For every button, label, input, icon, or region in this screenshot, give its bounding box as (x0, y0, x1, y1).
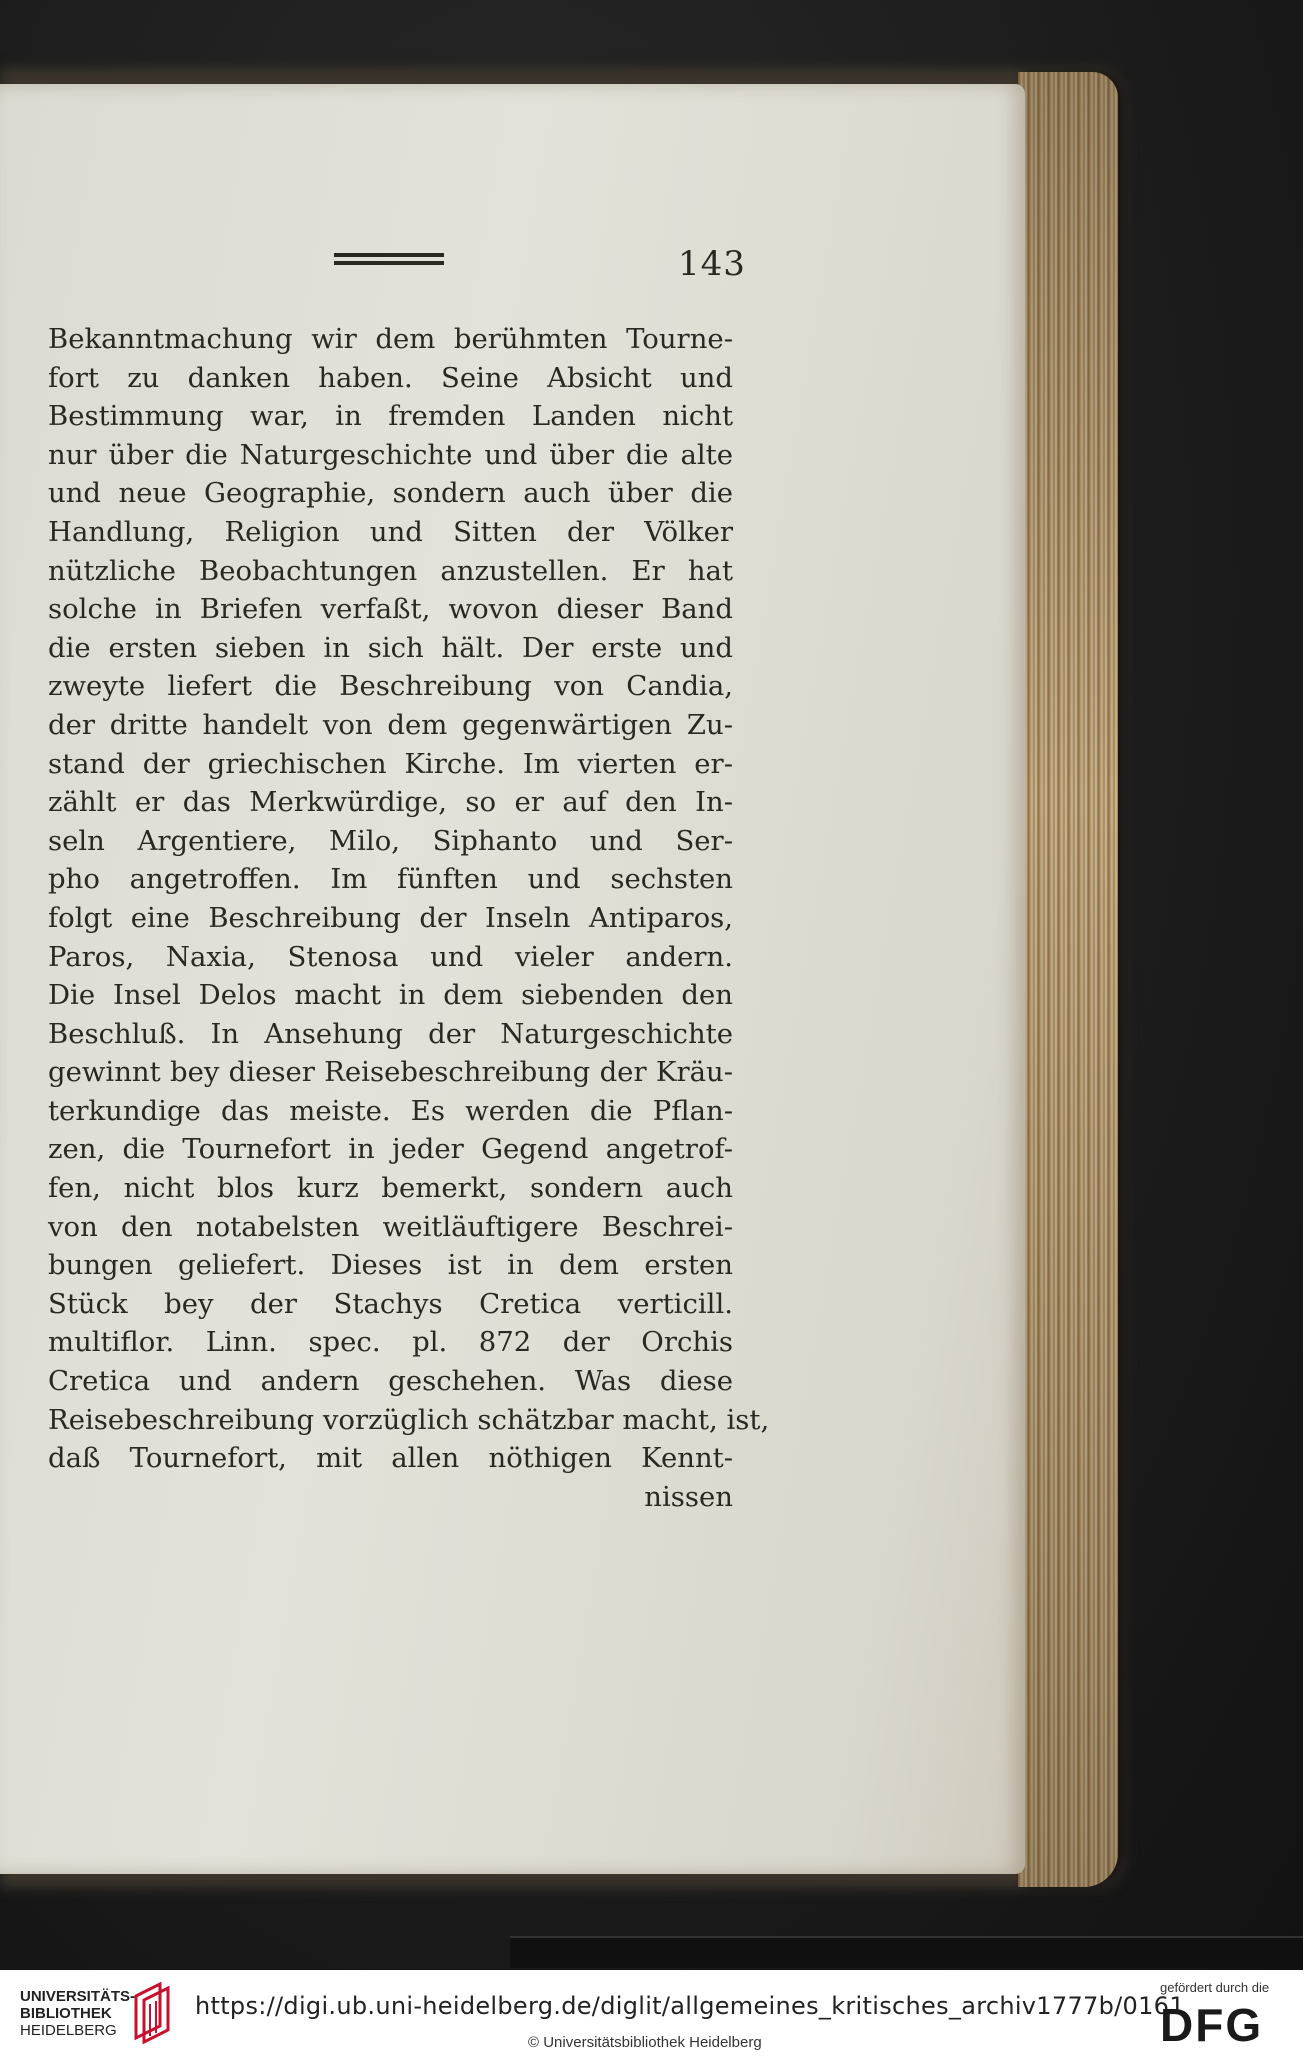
page-edges (1018, 72, 1118, 1887)
text-line: folgt eine Beschreibung der Inseln Antiparos, (48, 901, 733, 934)
text-line: von den notabelsten weitläuftigere Beschrei- (48, 1210, 733, 1243)
text-line: seln Argentiere, Milo, Siphanto und Ser- (48, 824, 733, 857)
institution-line: BIBLIOTHEK (20, 2005, 112, 2022)
funding-caption: gefördert durch die (1160, 1980, 1270, 1995)
text-line: zählt er das Merkwürdige, so er auf den In- (48, 786, 733, 819)
text-line: nur über die Naturgeschichte und über die alte (48, 438, 733, 471)
text-line: Cretica und andern geschehen. Was diese (48, 1365, 733, 1398)
permalink-url[interactable]: https://digi.ub.uni-heidelberg.de/diglit/allgemeines_kritisches_archiv1777b/0161 (195, 1992, 1185, 2020)
text-line: die ersten sieben in sich hält. Der erste und (48, 631, 733, 664)
text-line: Die Insel Delos macht in dem siebenden den (48, 979, 733, 1012)
copyright-notice: © Universitätsbibliothek Heidelberg (528, 2034, 762, 2051)
text-line: Beschluß. In Ansehung der Naturgeschichte (48, 1017, 733, 1050)
text-line: Handlung, Religion und Sitten der Völker (48, 515, 733, 548)
header-rule (334, 253, 444, 267)
text-line: terkundige das meiste. Es werden die Pflan- (48, 1094, 733, 1127)
body-text (48, 320, 770, 1516)
text-line: Reisebeschreibung vorzüglich schätzbar macht, ist, (48, 1403, 770, 1436)
text-line: zweyte liefert die Beschreibung von Candia, (48, 670, 733, 703)
institution-line: HEIDELBERG (20, 2022, 117, 2039)
text-line: zen, die Tournefort in jeder Gegend angetrof- (48, 1133, 733, 1166)
catchword: nissen (644, 1480, 733, 1513)
text-line: Paros, Naxia, Stenosa und vieler andern. (48, 940, 733, 973)
text-line: stand der griechischen Kirche. Im vierten er- (48, 747, 733, 780)
ub-logo[interactable] (20, 1988, 135, 2039)
text-line: nützliche Beobachtungen anzustellen. Er hat (48, 554, 733, 587)
institution-line: UNIVERSITÄTS- (20, 1988, 136, 2005)
text-line: bungen geliefert. Dieses ist in dem ersten (48, 1249, 733, 1282)
ub-emblem-icon (130, 1982, 178, 2044)
text-line: gewinnt bey dieser Reisebeschreibung der Kräu- (48, 1056, 733, 1089)
text-line: und neue Geographie, sondern auch über die (48, 477, 733, 510)
text-line: fort zu danken haben. Seine Absicht und (48, 361, 733, 394)
text-line: fen, nicht blos kurz bemerkt, sondern auch (48, 1172, 733, 1205)
dfg-logo[interactable]: DFG (1160, 1999, 1264, 2051)
text-line: pho angetroffen. Im fünften und sechsten (48, 863, 733, 896)
text-line: der dritte handelt von dem gegenwärtigen Zu- (48, 708, 733, 741)
text-line: solche in Briefen verfaßt, wovon dieser Band (48, 593, 733, 626)
page-number: 143 (678, 244, 746, 284)
viewer-footer (0, 1970, 1303, 2065)
scanner-strip (510, 1936, 1303, 1968)
text-line: Stück bey der Stachys Cretica verticill. (48, 1287, 733, 1320)
text-line: Bekanntmachung wir dem berühmten Tourne- (48, 323, 733, 355)
text-line: daß Tournefort, mit allen nöthigen Kennt- (48, 1442, 733, 1475)
text-line: multiflor. Linn. spec. pl. 872 der Orchis (48, 1326, 733, 1359)
text-line: Bestimmung war, in fremden Landen nicht (48, 400, 733, 433)
